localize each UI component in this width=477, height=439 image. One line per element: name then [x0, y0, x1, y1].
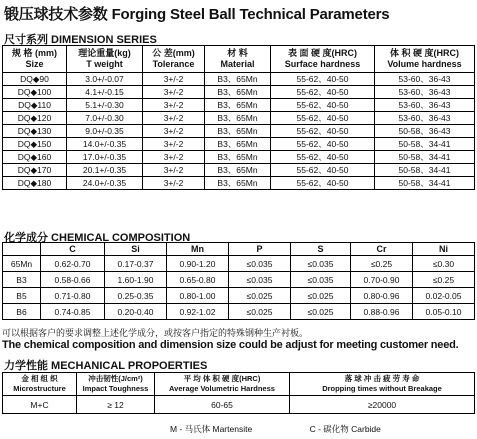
dimension-cell: 3+/-2 [143, 86, 205, 99]
dimension-cell: 4.1+/-0.15 [67, 86, 143, 99]
chemical-cell: 0.25-0.35 [105, 288, 167, 304]
header-average-hardness: 平 均 体 积 硬 度(HRC) Average Volumetric Hardness [155, 373, 290, 396]
chemical-cell: 0.20-0.40 [105, 304, 167, 320]
dimension-cell: 3+/-2 [143, 177, 205, 190]
dimension-row [3, 86, 475, 99]
dimension-row [3, 151, 475, 164]
chemical-cell: ≤0.25 [413, 272, 475, 288]
header-material: 材 料 Material [205, 46, 271, 73]
chemical-grade-cell: B3 [3, 272, 41, 288]
dimension-cell: 17.0+/-0.35 [67, 151, 143, 164]
dimension-cell: 3+/-2 [143, 164, 205, 177]
dimension-cell: 53-60、36-43 [375, 99, 475, 112]
dimension-cell: B3、65Mn [205, 73, 271, 86]
header-volume-hardness: 体 积 硬 度(HRC) Volume hardness [375, 46, 475, 73]
header-surface-hardness: 表 面 硬 度(HRC) Surface hardness [271, 46, 375, 73]
mechanical-table [2, 372, 475, 414]
dimension-cell: B3、65Mn [205, 125, 271, 138]
dimension-cell: 3+/-2 [143, 99, 205, 112]
chemical-header-row [3, 243, 475, 256]
chemical-cell: 0.17-0.37 [105, 256, 167, 272]
chemical-row [3, 272, 475, 288]
dimension-cell: DQ◆90 [3, 73, 67, 86]
chemical-cell: ≤0.025 [229, 288, 291, 304]
dimension-cell: 50-58、36-43 [375, 125, 475, 138]
dimension-cell: B3、65Mn [205, 86, 271, 99]
dimension-cell: 3+/-2 [143, 151, 205, 164]
chemical-header-cell: P [229, 243, 291, 256]
mech-cell: ≥20000 [290, 396, 475, 414]
chemical-cell: 0.70-0.90 [351, 272, 413, 288]
dimension-cell: B3、65Mn [205, 99, 271, 112]
chemical-cell: 0.62-0.70 [41, 256, 105, 272]
dimension-cell: 55-62、40-50 [271, 112, 375, 125]
dimension-cell: 14.0+/-0.35 [67, 138, 143, 151]
chemical-cell: ≤0.035 [291, 256, 351, 272]
dimension-cell: 50-58、34-41 [375, 177, 475, 190]
chemical-row [3, 288, 475, 304]
dimension-cell: 53-60、36-43 [375, 73, 475, 86]
legend-carbide: C - 碳化物 Carbide [309, 424, 381, 434]
chemical-cell: ≤0.035 [291, 272, 351, 288]
dimension-cell: DQ◆120 [3, 112, 67, 125]
chemical-cell: ≤0.30 [413, 256, 475, 272]
mechanical-row [3, 396, 475, 414]
dimension-cell: 53-60、36-43 [375, 112, 475, 125]
dimension-cell: 7.0+/-0.30 [67, 112, 143, 125]
dimension-cell: 55-62、40-50 [271, 86, 375, 99]
chemical-cell: 1.60-1.90 [105, 272, 167, 288]
chemical-cell: 0.02-0.05 [413, 288, 475, 304]
header-tolerance: 公 差(mm) Tolerance [143, 46, 205, 73]
dimension-row [3, 125, 475, 138]
dimension-row [3, 164, 475, 177]
dimension-cell: 20.1+/-0.35 [67, 164, 143, 177]
chemical-cell: 0.58-0.66 [41, 272, 105, 288]
dimension-section-title: 尺寸系列 DIMENSION SERIES [4, 34, 157, 46]
chemical-header-cell: Cr [351, 243, 413, 256]
mechanical-header-row [3, 373, 475, 396]
dimension-cell: 55-62、40-50 [271, 138, 375, 151]
dimension-cell: DQ◆160 [3, 151, 67, 164]
dimension-row [3, 177, 475, 190]
dimension-row [3, 99, 475, 112]
legend-martensite: M - 马氏体 Martensite [170, 424, 253, 434]
dimension-cell: 24.0+/-0.35 [67, 177, 143, 190]
mech-cell: 60-65 [155, 396, 290, 414]
dimension-cell: 50-58、34-41 [375, 138, 475, 151]
dimension-cell: B3、65Mn [205, 164, 271, 177]
dimension-header-row [3, 46, 475, 73]
chemical-cell: 0.71-0.80 [41, 288, 105, 304]
chemical-header-cell: Ni [413, 243, 475, 256]
chemical-cell: 0.88-0.96 [351, 304, 413, 320]
dimension-row [3, 138, 475, 151]
dimension-cell: 55-62、40-50 [271, 73, 375, 86]
mech-cell: M+C [3, 396, 77, 414]
dimension-cell: 50-58、34-41 [375, 151, 475, 164]
chemical-cell: ≤0.025 [291, 288, 351, 304]
dimension-cell: 3+/-2 [143, 125, 205, 138]
chemical-header-cell: Si [105, 243, 167, 256]
dimension-cell: 3.0+/-0.07 [67, 73, 143, 86]
dimension-cell: 5.1+/-0.30 [67, 99, 143, 112]
dimension-cell: 55-62、40-50 [271, 125, 375, 138]
chemical-cell: 0.74-0.85 [41, 304, 105, 320]
dimension-cell: 55-62、40-50 [271, 177, 375, 190]
chemical-grade-cell: B6 [3, 304, 41, 320]
legend [170, 423, 436, 435]
note-cn: 可以根据客户的要求调整上述化学成分，或按客户指定的特殊钢种生产衬板。 [2, 328, 309, 338]
chemical-cell: ≤0.025 [229, 304, 291, 320]
header-weight: 理论重量(kg) T weight [67, 46, 143, 73]
chemical-row [3, 304, 475, 320]
dimension-cell: 9.0+/-0.35 [67, 125, 143, 138]
chemical-cell: 0.05-0.10 [413, 304, 475, 320]
dimension-row [3, 73, 475, 86]
chemical-cell: 0.65-0.80 [167, 272, 229, 288]
dimension-cell: 3+/-2 [143, 138, 205, 151]
header-dropping-times: 落 球 冲 击 疲 劳 寿 命 Dropping times without Breakage [290, 373, 475, 396]
dimension-cell: 55-62、40-50 [271, 164, 375, 177]
dimension-cell: B3、65Mn [205, 177, 271, 190]
header-microstructure: 金 相 组 织 Microstructure [3, 373, 77, 396]
mechanical-section-title: 力学性能 MECHANICAL PROPOERTIES [4, 360, 208, 372]
dimension-row [3, 112, 475, 125]
dimension-cell: DQ◆130 [3, 125, 67, 138]
chemical-header-cell: Mn [167, 243, 229, 256]
chemical-cell: ≤0.025 [291, 304, 351, 320]
note-en: The chemical composition and dimension size could be adjust for meeting customer need. [2, 339, 459, 351]
dimension-cell: 53-60、36-43 [375, 86, 475, 99]
chemical-grade-cell: B5 [3, 288, 41, 304]
chemical-header-cell [3, 243, 41, 256]
chemical-cell: 0.80-0.96 [351, 288, 413, 304]
dimension-cell: DQ◆180 [3, 177, 67, 190]
chemical-header-cell: S [291, 243, 351, 256]
chemical-header-cell: C [41, 243, 105, 256]
dimension-cell: 3+/-2 [143, 73, 205, 86]
chemical-section-title: 化学成分 CHEMICAL COMPOSITION [4, 232, 191, 244]
chemical-cell: ≤0.035 [229, 272, 291, 288]
dimension-table [2, 45, 475, 190]
header-impact-toughness: 冲击韧性(J/cm²) Impact Toughness [77, 373, 155, 396]
page-title: 锻压球技术参数 Forging Steel Ball Technical Parameters [4, 6, 390, 23]
dimension-cell: 55-62、40-50 [271, 99, 375, 112]
dimension-cell: DQ◆100 [3, 86, 67, 99]
dimension-cell: B3、65Mn [205, 151, 271, 164]
dimension-cell: DQ◆150 [3, 138, 67, 151]
dimension-cell: 50-58、34-41 [375, 164, 475, 177]
chemical-cell: 0.80-1.00 [167, 288, 229, 304]
dimension-cell: B3、65Mn [205, 138, 271, 151]
chemical-grade-cell: 65Mn [3, 256, 41, 272]
chemical-cell: 0.92-1.02 [167, 304, 229, 320]
chemical-cell: 0.90-1.20 [167, 256, 229, 272]
chemical-cell: ≤0.25 [351, 256, 413, 272]
mech-cell: ≥ 12 [77, 396, 155, 414]
dimension-cell: 3+/-2 [143, 112, 205, 125]
dimension-cell: DQ◆110 [3, 99, 67, 112]
dimension-cell: B3、65Mn [205, 112, 271, 125]
dimension-cell: DQ◆170 [3, 164, 67, 177]
chemical-cell: ≤0.035 [229, 256, 291, 272]
header-size: 规 格 (mm) Size [3, 46, 67, 73]
chemical-table [2, 242, 475, 320]
chemical-row [3, 256, 475, 272]
dimension-cell: 55-62、40-50 [271, 151, 375, 164]
